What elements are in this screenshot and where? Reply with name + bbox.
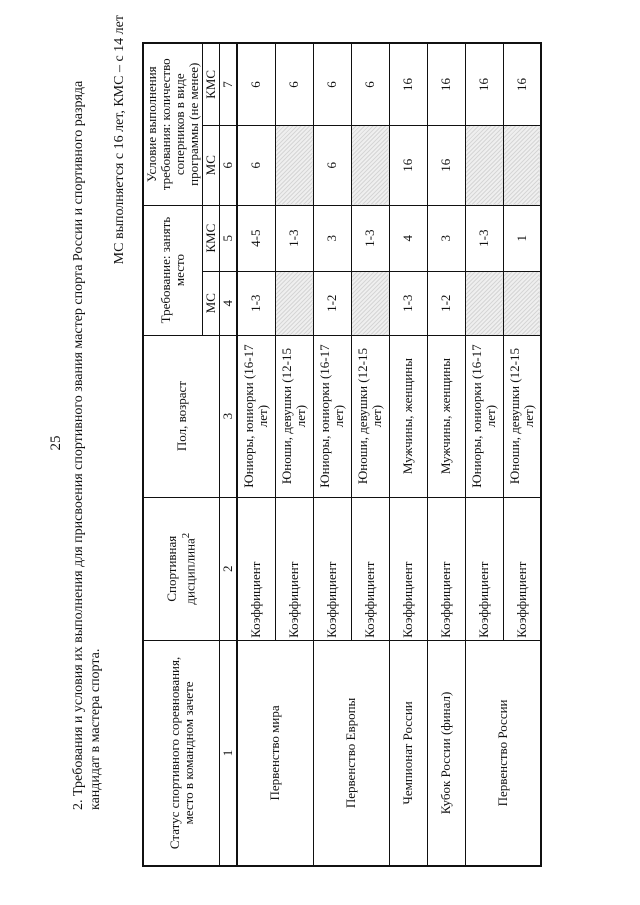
kms-condition-cell: 6	[237, 43, 275, 125]
column-number: 7	[220, 43, 238, 125]
gender-age-cell: Юноши, девушки (12-15 лет)	[351, 335, 389, 497]
gender-age-cell: Юноши, девушки (12-15 лет)	[275, 335, 313, 497]
kms-place-cell: 3	[427, 205, 465, 271]
discipline-cell: Коэффициент	[237, 497, 275, 640]
discipline-cell: Коэффициент	[275, 497, 313, 640]
kms-place-cell: 4	[389, 205, 427, 271]
gender-age-cell: Юниоры, юниорки (16-17 лет)	[237, 335, 275, 497]
competition-status: Кубок России (финал)	[427, 640, 465, 866]
discipline-cell: Коэффициент	[351, 497, 389, 640]
competition-status: Первенство России	[465, 640, 541, 866]
gender-age-cell: Мужчины, женщины	[389, 335, 427, 497]
ms-condition-cell: 6	[313, 125, 351, 205]
header-gender-age: Пол, возраст	[143, 335, 220, 497]
gender-age-cell: Мужчины, женщины	[427, 335, 465, 497]
kms-place-cell: 1	[503, 205, 541, 271]
header-discipline-text: Спортивная дисциплина	[164, 535, 198, 605]
column-number: 4	[220, 271, 238, 335]
discipline-cell: Коэффициент	[389, 497, 427, 640]
header-place-requirement: Требование: занять место	[143, 205, 203, 335]
kms-place-cell: 1-3	[275, 205, 313, 271]
header-condition-requirement: Условие выполнения требования: количество соперников в виде программы (не менее)	[143, 43, 203, 205]
kms-condition-cell: 6	[275, 43, 313, 125]
column-number: 6	[220, 125, 238, 205]
kms-place-cell: 1-3	[351, 205, 389, 271]
footnote-marker: 2	[180, 532, 193, 539]
kms-condition-cell: 6	[313, 43, 351, 125]
discipline-cell: Коэффициент	[503, 497, 541, 640]
column-number: 3	[220, 335, 238, 497]
ms-place-cell: 1-3	[389, 271, 427, 335]
kms-condition-cell: 6	[351, 43, 389, 125]
ms-place-cell: 1-2	[427, 271, 465, 335]
gender-age-cell: Юниоры, юниорки (16-17 лет)	[465, 335, 503, 497]
kms-condition-cell: 16	[503, 43, 541, 125]
gender-age-cell: Юниоры, юниорки (16-17 лет)	[313, 335, 351, 497]
ms-place-cell: 1-3	[237, 271, 275, 335]
discipline-cell: Коэффициент	[465, 497, 503, 640]
column-number: 5	[220, 205, 238, 271]
column-number: 2	[220, 497, 238, 640]
ms-place-cell: 1-2	[313, 271, 351, 335]
ms-condition-cell: 6	[237, 125, 275, 205]
age-note: МС выполняется с 16 лет, КМС – с 14 лет	[112, 15, 127, 265]
page-number: 25	[48, 435, 64, 451]
discipline-cell: Коэффициент	[427, 497, 465, 640]
competition-status: Чемпионат России	[389, 640, 427, 866]
header-ms: МС	[203, 271, 220, 335]
header-kms: КМС	[203, 205, 220, 271]
discipline-cell: Коэффициент	[313, 497, 351, 640]
kms-place-cell: 3	[313, 205, 351, 271]
section-heading: 2. Требования и условия их выполнения для присвоения спортивного звания мастер спорта России и спортивного разряда кандидат в мастера спорта.	[71, 80, 103, 810]
kms-place-cell: 4-5	[237, 205, 275, 271]
header-ms-condition: МС	[203, 125, 220, 205]
kms-place-cell: 1-3	[465, 205, 503, 271]
kms-condition-cell: 16	[465, 43, 503, 125]
competition-status: Первенство мира	[237, 640, 313, 866]
ms-condition-cell: 16	[389, 125, 427, 205]
gender-age-cell: Юноши, девушки (12-15 лет)	[503, 335, 541, 497]
competition-status: Первенство Европы	[313, 640, 389, 866]
header-kms-condition: КМС	[203, 43, 220, 125]
kms-condition-cell: 16	[389, 43, 427, 125]
column-number: 1	[220, 640, 238, 866]
ms-condition-cell: 16	[427, 125, 465, 205]
kms-condition-cell: 16	[427, 43, 465, 125]
header-status: Статус спортивного соревнования, место в командном зачете	[143, 640, 220, 866]
